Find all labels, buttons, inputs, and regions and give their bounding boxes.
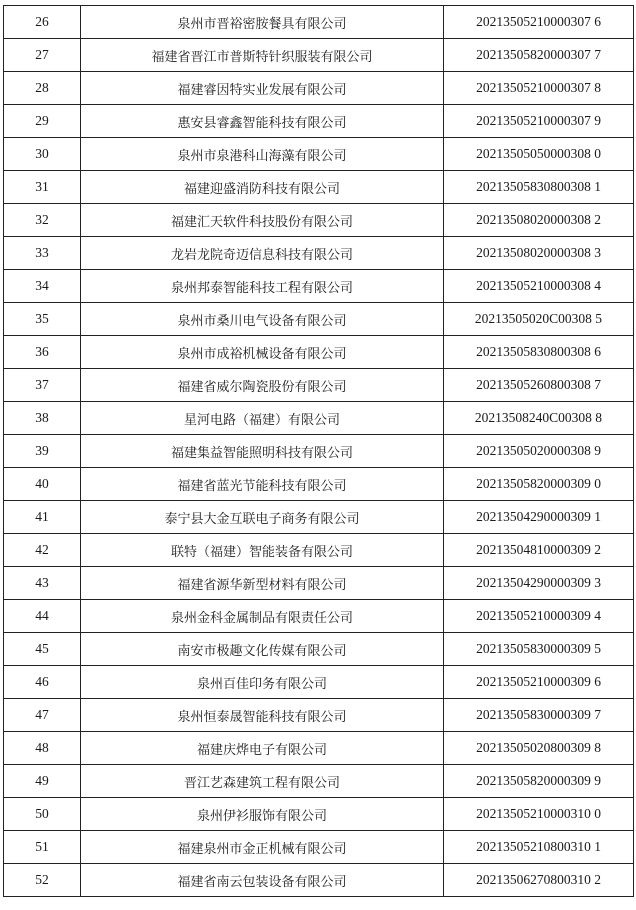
company-name: 泉州恒泰晟智能科技有限公司: [81, 699, 444, 732]
registration-code: 20213505210000307 8: [444, 72, 634, 105]
company-name: 晋江艺森建筑工程有限公司: [81, 765, 444, 798]
registration-code: 20213505830800308 1: [444, 171, 634, 204]
table-row: [4, 6, 634, 39]
registration-code: 20213505050000308 0: [444, 138, 634, 171]
registration-code: 20213508020000308 3: [444, 237, 634, 270]
row-number: 48: [4, 732, 81, 765]
table-row: [4, 72, 634, 105]
table-row: [4, 105, 634, 138]
company-name: 福建省晋江市普斯特针织服装有限公司: [81, 39, 444, 72]
registration-code: 20213505830800308 6: [444, 336, 634, 369]
row-number: 52: [4, 864, 81, 897]
table-row: [4, 39, 634, 72]
row-number: 45: [4, 633, 81, 666]
table-row: [4, 666, 634, 699]
registration-code: 20213505210000307 6: [444, 6, 634, 39]
row-number: 43: [4, 567, 81, 600]
company-name: 南安市极趣文化传媒有限公司: [81, 633, 444, 666]
table-row: [4, 633, 634, 666]
row-number: 41: [4, 501, 81, 534]
company-name: 福建汇天软件科技股份有限公司: [81, 204, 444, 237]
company-name: 福建省威尔陶瓷股份有限公司: [81, 369, 444, 402]
row-number: 42: [4, 534, 81, 567]
company-name: 联特（福建）智能装备有限公司: [81, 534, 444, 567]
registration-code: 20213505820000309 9: [444, 765, 634, 798]
company-name: 福建睿因特实业发展有限公司: [81, 72, 444, 105]
row-number: 49: [4, 765, 81, 798]
row-number: 29: [4, 105, 81, 138]
table-row: [4, 138, 634, 171]
company-name: 泉州市泉港科山海藻有限公司: [81, 138, 444, 171]
row-number: 33: [4, 237, 81, 270]
table-row: [4, 171, 634, 204]
table-row: [4, 336, 634, 369]
registration-code: 20213505210800310 1: [444, 831, 634, 864]
row-number: 34: [4, 270, 81, 303]
registration-code: 20213505820000307 7: [444, 39, 634, 72]
company-name: 泉州伊衫服饰有限公司: [81, 798, 444, 831]
registration-code: 20213505210000309 4: [444, 600, 634, 633]
registration-code: 20213505260800308 7: [444, 369, 634, 402]
company-name: 福建迎盛消防科技有限公司: [81, 171, 444, 204]
table-row: [4, 468, 634, 501]
row-number: 28: [4, 72, 81, 105]
table-row: [4, 402, 634, 435]
registration-code: 20213505210000308 4: [444, 270, 634, 303]
company-name: 泉州市成裕机械设备有限公司: [81, 336, 444, 369]
table-row: [4, 204, 634, 237]
company-name: 福建省蓝光节能科技有限公司: [81, 468, 444, 501]
registration-code: 20213505820000309 0: [444, 468, 634, 501]
row-number: 46: [4, 666, 81, 699]
registration-code: 20213504290000309 1: [444, 501, 634, 534]
table-row: [4, 765, 634, 798]
company-name: 泉州市桑川电气设备有限公司: [81, 303, 444, 336]
registration-code: 20213508240C00308 8: [444, 402, 634, 435]
table-row: [4, 699, 634, 732]
company-name: 福建庆烨电子有限公司: [81, 732, 444, 765]
registration-code: 20213505020000308 9: [444, 435, 634, 468]
table-row: [4, 435, 634, 468]
registration-code: 20213504810000309 2: [444, 534, 634, 567]
registration-code: 20213505020800309 8: [444, 732, 634, 765]
company-name: 泉州百佳印务有限公司: [81, 666, 444, 699]
registration-code: 20213506270800310 2: [444, 864, 634, 897]
row-number: 32: [4, 204, 81, 237]
row-number: 26: [4, 6, 81, 39]
table-row: [4, 534, 634, 567]
table-row: [4, 567, 634, 600]
table-row: [4, 237, 634, 270]
row-number: 47: [4, 699, 81, 732]
company-name: 福建省源华新型材料有限公司: [81, 567, 444, 600]
registration-code: 20213505020C00308 5: [444, 303, 634, 336]
company-name: 福建泉州市金正机械有限公司: [81, 831, 444, 864]
registration-code: 20213505210000310 0: [444, 798, 634, 831]
row-number: 50: [4, 798, 81, 831]
row-number: 38: [4, 402, 81, 435]
table-row: [4, 732, 634, 765]
row-number: 40: [4, 468, 81, 501]
row-number: 30: [4, 138, 81, 171]
table-row: [4, 501, 634, 534]
company-name: 星河电路（福建）有限公司: [81, 402, 444, 435]
company-name: 福建省南云包装设备有限公司: [81, 864, 444, 897]
row-number: 27: [4, 39, 81, 72]
row-number: 44: [4, 600, 81, 633]
company-name: 惠安县睿鑫智能科技有限公司: [81, 105, 444, 138]
row-number: 36: [4, 336, 81, 369]
company-name: 泉州邦泰智能科技工程有限公司: [81, 270, 444, 303]
table-row: [4, 600, 634, 633]
row-number: 35: [4, 303, 81, 336]
company-name: 泉州市晋裕密胺餐具有限公司: [81, 6, 444, 39]
registration-code: 20213505210000307 9: [444, 105, 634, 138]
row-number: 31: [4, 171, 81, 204]
company-name: 泰宁县大金互联电子商务有限公司: [81, 501, 444, 534]
company-list-sheet: [3, 5, 634, 897]
table-row: [4, 831, 634, 864]
row-number: 39: [4, 435, 81, 468]
table-row: [4, 303, 634, 336]
row-number: 51: [4, 831, 81, 864]
registration-code: 20213504290000309 3: [444, 567, 634, 600]
table-row: [4, 798, 634, 831]
company-name: 龙岩龙院奇迈信息科技有限公司: [81, 237, 444, 270]
registration-code: 20213505830000309 5: [444, 633, 634, 666]
company-table: [3, 5, 634, 897]
table-row: [4, 369, 634, 402]
company-name: 泉州金科金属制品有限责任公司: [81, 600, 444, 633]
registration-code: 20213508020000308 2: [444, 204, 634, 237]
registration-code: 20213505210000309 6: [444, 666, 634, 699]
table-row: [4, 270, 634, 303]
table-row: [4, 864, 634, 897]
row-number: 37: [4, 369, 81, 402]
company-name: 福建集益智能照明科技有限公司: [81, 435, 444, 468]
registration-code: 20213505830000309 7: [444, 699, 634, 732]
company-table-body: [4, 6, 634, 897]
